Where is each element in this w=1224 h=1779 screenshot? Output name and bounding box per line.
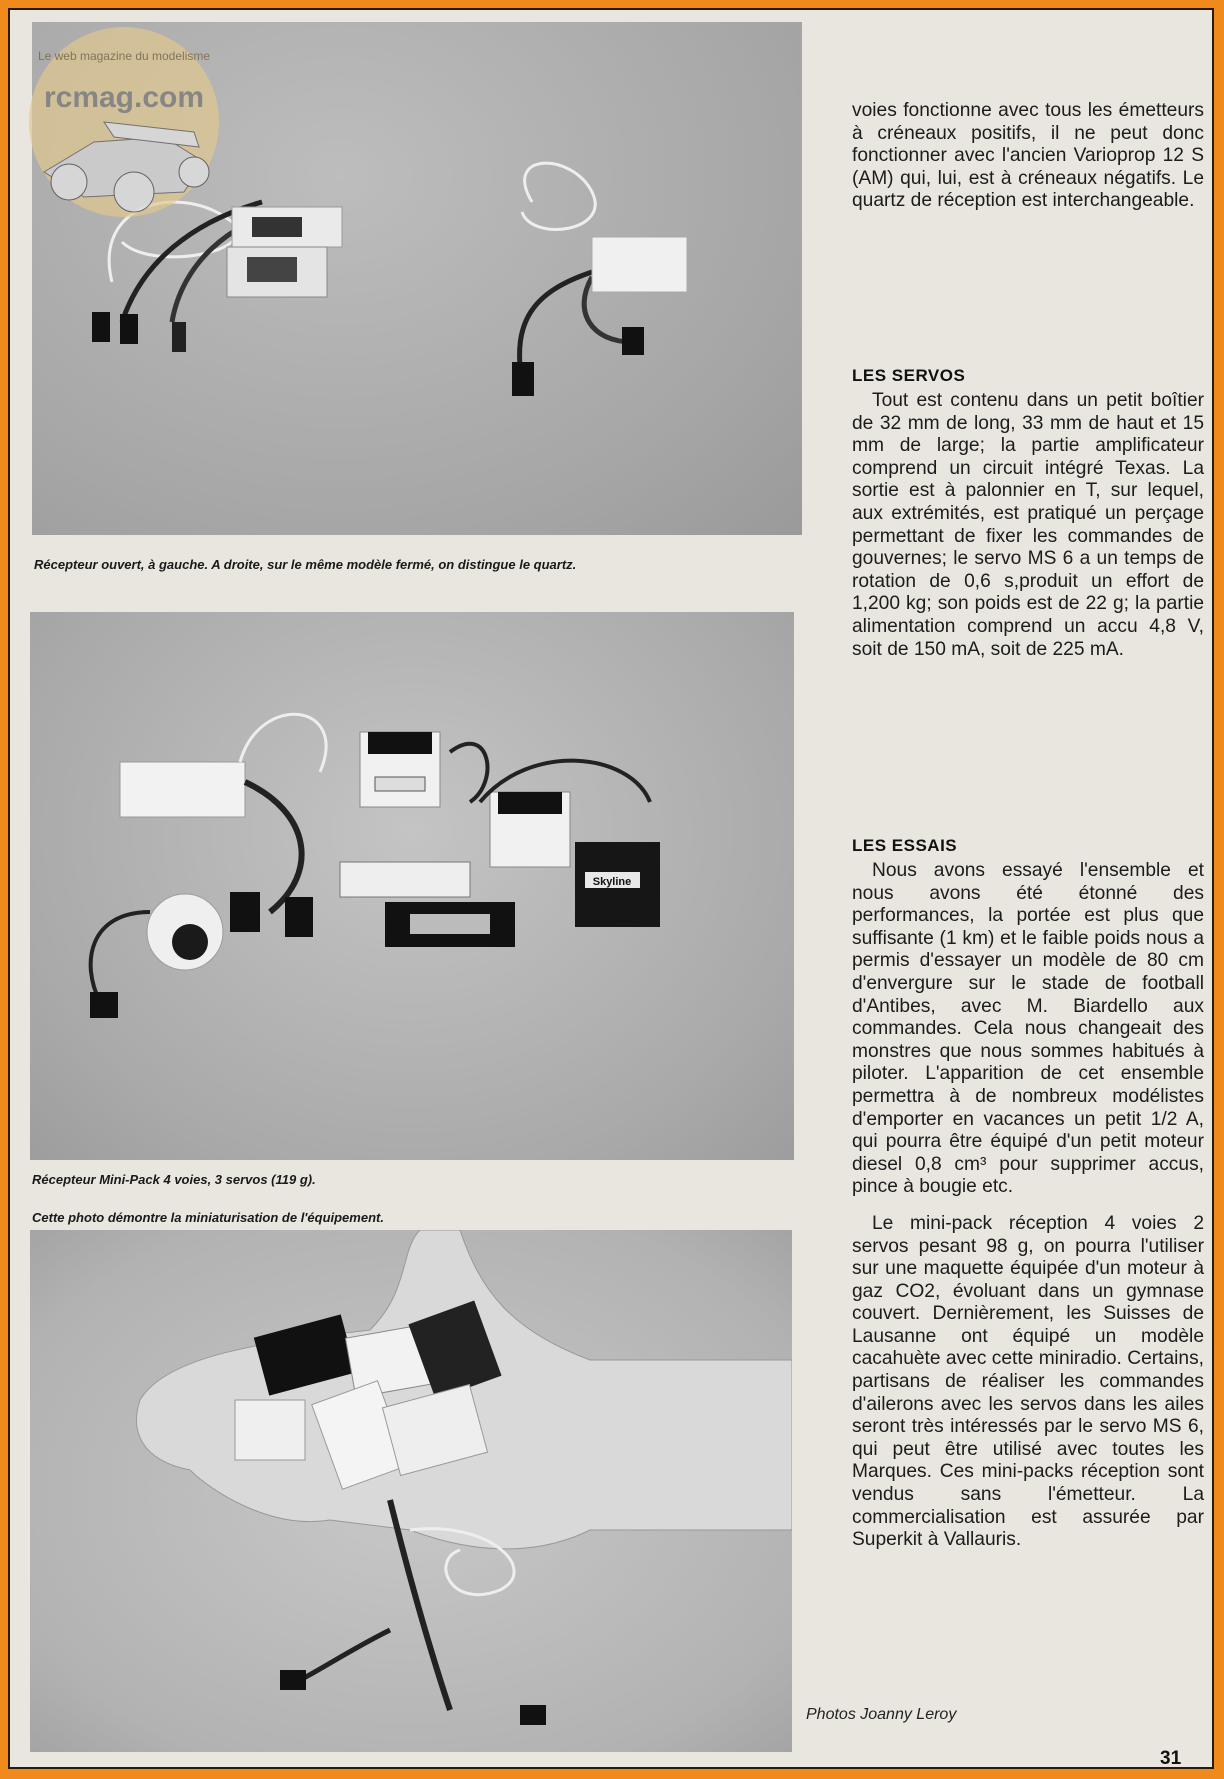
photo-caption: Récepteur Mini-Pack 4 voies, 3 servos (119 g).	[32, 1172, 316, 1187]
photo-credit: Photos Joanny Leroy	[806, 1706, 957, 1723]
photo-caption: Cette photo démontre la miniaturisation de l'équipement.	[32, 1210, 384, 1225]
hand-illustration	[30, 1230, 792, 1752]
paragraph: Le mini-pack réception 4 voies 2 servos pesant 98 g, on pourra l'utiliser sur une maquette équipée d'un moteur à gaz CO2, évoluant dans un gymnase couvert. Dernièrement, les Suisses de Lausanne ont équipé un modèle cacahuète avec cette miniradio. Certains, partisans de réaliser les commandes d'ailerons avec les servos dans les ailes seront très intéressés par le servo MS 6, qui peut être utilisé avec toutes les Marques. Ces mini-packs réception sont vendus sans l'émetteur. La commercialisation est assurée par Superkit à Vallauris.	[852, 1212, 1204, 1551]
page-number: 31	[1160, 1748, 1182, 1769]
photo-mini-pack	[30, 612, 794, 1160]
svg-text:rcmag.com: rcmag.com	[43, 81, 205, 114]
photo-hand-holding-equipment	[30, 1230, 792, 1752]
magazine-page	[8, 8, 1214, 1769]
paragraph: Nous avons essayé l'ensemble et nous avons été étonné des performances, la portée est plus que suffisante (1 km) et le faible poids nous a permis d'essayer un modèle de 80 cm d'envergure sur le stade de football d'Antibes, avec M. Biardello aux commandes. Cela nous changeait des monstres que nous sommes habitués à piloter. L'apparition de cet ensemble permettra à de nombreux modélistes d'emporter en vacances un petit 1/2 A, qui pourra être équipé d'un petit moteur diesel 0,8 cm³ pour supprimer accus, pince à bougie etc.	[852, 860, 1204, 1198]
section-servos	[852, 390, 1204, 661]
section-heading: LES SERVOS	[852, 366, 966, 385]
section-essais	[852, 860, 1204, 1552]
photo-caption: Récepteur ouvert, à gauche. A droite, sur le même modèle fermé, on distingue le quartz.	[34, 557, 577, 572]
rcmag-watermark-logo	[24, 22, 224, 222]
paragraph: voies fonctionne avec tous les émetteurs à créneaux positifs, il ne peut donc fonctionner avec l'ancien Varioprop 12 S (AM) qui, lui, est à créneaux négatifs. Le quartz de réception est interchangeable.	[852, 100, 1204, 212]
paragraph: Tout est contenu dans un petit boîtier de 32 mm de long, 33 mm de haut et 15 mm de large; la partie amplificateur comprend un circuit intégré Texas. La sortie est à palonnier en T, sur lequel, aux extrémités, est pratiqué un perçage permettant de fixer les commandes de gouvernes; le servo MS 6 a un temps de rotation de 0,6 s,produit un effort de 1,200 kg; son poids est de 22 g; la partie alimentation comprend un accu 4,8 V, soit de 150 mA, soit de 225 mA.	[852, 390, 1204, 660]
skyline-label: Skyline	[592, 876, 632, 888]
mini-pack-illustration	[30, 612, 794, 1160]
section-heading: LES ESSAIS	[852, 836, 958, 855]
svg-text:Le web magazine du modelisme: Le web magazine du modelisme	[37, 49, 211, 63]
article-intro	[852, 100, 1204, 213]
